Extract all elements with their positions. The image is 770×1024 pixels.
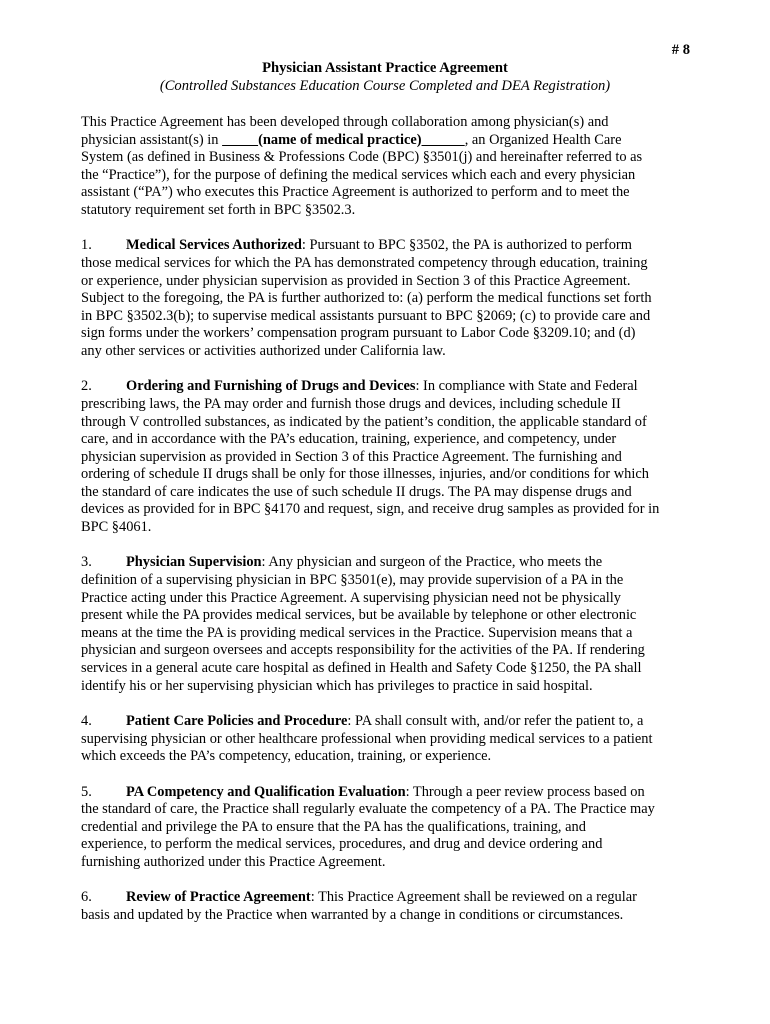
section-paragraph <box>81 554 693 695</box>
section-line: any other services or activities authorized under California law. <box>81 342 446 359</box>
section-heading: Ordering and Furnishing of Drugs and Devices <box>126 378 416 395</box>
section-line: through V controlled substances, as indicated by the patient’s condition, the applicable standard of <box>81 413 647 430</box>
section-line: devices as provided for in BPC §4170 and request, sign, and receive drug samples as provided for in <box>81 501 660 518</box>
section-first-line <box>81 713 693 731</box>
section-heading: Patient Care Policies and Procedure <box>126 713 348 729</box>
section-line: the standard of care, the Practice shall regularly evaluate the competency of a PA. The Practice may <box>81 801 655 818</box>
section-line: credential and privilege the PA to ensure that the PA has the qualifications, training, and <box>81 818 586 835</box>
section-number: 2. <box>81 378 92 395</box>
intro-line: the “Practice”), for the purpose of defining the medical services which each and every physician <box>81 166 636 183</box>
sections-list <box>81 237 693 924</box>
section-text: : This Practice Agreement shall be reviewed on a regular <box>310 889 637 906</box>
section-first-line <box>81 784 693 802</box>
section-paragraph <box>81 237 693 360</box>
section-line: or experience, under physician supervision as provided in Section 3 of this Practice Agreement. <box>81 272 631 289</box>
section-paragraph <box>81 889 693 924</box>
section-heading: Medical Services Authorized <box>126 237 302 254</box>
section-line: physician supervision as provided in Section 3 of this Practice Agreement. The furnishing and <box>81 448 622 465</box>
section-line: in BPC §3502.3(b); to supervise medical assistants pursuant to BPC §2069; (c) to provide care and <box>81 307 651 324</box>
section-line: furnishing authorized under this Practice Agreement. <box>81 853 386 870</box>
intro-paragraph <box>81 114 693 220</box>
section-line: the standard of care indicates the use of such schedule II drugs. The PA may dispense drugs and <box>81 483 632 500</box>
intro-text: physician assistant(s) in <box>81 131 223 148</box>
section-line: services in a general acute care hospital as defined in Health and Safety Code §1250, the PA shall <box>81 660 642 677</box>
section-first-line <box>81 378 693 396</box>
intro-text: , an Organized Health Care <box>464 131 622 148</box>
document-body <box>81 114 693 942</box>
section-number: 1. <box>81 237 92 254</box>
document-number: # 8 <box>671 42 690 58</box>
section-paragraph <box>81 378 693 536</box>
section-line: means at the time the PA is providing medical services in the Practice. Supervision means that a <box>81 624 633 641</box>
section-text: : Any physician and surgeon of the Practice, who meets the <box>261 554 603 571</box>
practice-name-blank <box>222 132 465 148</box>
section-text: : In compliance with State and Federal <box>415 378 638 395</box>
intro-line: System (as defined in Business & Professions Code (BPC) §3501(j) and hereinafter referred to as <box>81 149 643 166</box>
section-heading: Physician Supervision <box>126 554 262 571</box>
section-first-line <box>81 237 693 255</box>
section-heading: Review of Practice Agreement <box>126 889 311 906</box>
section-line: identify his or her supervising physician which has privileges to practice in said hospital. <box>81 677 593 694</box>
section-number: 4. <box>81 713 92 729</box>
section-line: which exceeds the PA’s competency, education, training, or experience. <box>81 748 492 765</box>
section-line: experience, to perform the medical services, procedures, and drug and device ordering and <box>81 836 603 853</box>
section-line: ordering of schedule II drugs shall be only for those illnesses, injuries, and/or conditions for which <box>81 466 649 483</box>
intro-line: statutory requirement set forth in BPC §3502.3. <box>81 201 356 218</box>
section-text: : Pursuant to BPC §3502, the PA is authorized to perform <box>301 237 632 254</box>
section-line: Practice acting under this Practice Agreement. A supervising physician need not be physically <box>81 589 621 606</box>
section-paragraph <box>81 784 693 872</box>
section-number: 5. <box>81 783 92 800</box>
intro-line <box>81 132 693 150</box>
section-line: basis and updated by the Practice when warranted by a change in conditions or circumstances. <box>81 906 624 923</box>
section-paragraph <box>81 713 693 766</box>
section-line: definition of a supervising physician in BPC §3501(e), may provide supervision of a PA in the <box>81 572 624 589</box>
section-text: : Through a peer review process based on <box>405 783 645 800</box>
intro-line: assistant (“PA”) who executes this Practice Agreement is authorized to perform and to meet the <box>81 184 630 201</box>
section-line: BPC §4061. <box>81 519 152 536</box>
section-line: supervising physician or other healthcare professional when providing medical services to a patient <box>81 730 653 747</box>
section-line: prescribing laws, the PA may order and furnish those drugs and devices, including schedule II <box>81 395 621 412</box>
section-line: present while the PA provides medical services, but be available by telephone or other electronic <box>81 607 637 624</box>
section-heading: PA Competency and Qualification Evaluation <box>126 783 406 800</box>
document-title: Physician Assistant Practice Agreement <box>262 60 508 76</box>
section-line: care, and in accordance with the PA’s education, training, experience, and competency, under <box>81 431 617 448</box>
section-text: : PA shall consult with, and/or refer the patient to, a <box>347 713 644 729</box>
section-line: those medical services for which the PA has demonstrated competency through education, training <box>81 254 648 271</box>
document-subtitle: (Controlled Substances Education Course Completed and DEA Registration) <box>159 78 611 94</box>
section-first-line <box>81 889 693 907</box>
practice-name-label: (name of medical practice) <box>258 131 422 148</box>
intro-line: This Practice Agreement has been developed through collaboration among physician(s) and <box>81 114 609 130</box>
section-number: 6. <box>81 889 92 906</box>
section-number: 3. <box>81 554 92 571</box>
section-line: sign forms under the workers’ compensation program pursuant to Labor Code §3209.10; and (d) <box>81 325 636 342</box>
section-line: Subject to the foregoing, the PA is further authorized to: (a) perform the medical functions set forth <box>81 290 652 307</box>
section-first-line <box>81 554 693 572</box>
section-line: physician and surgeon oversees and accepts responsibility for the activities of the PA. If rendering <box>81 642 645 659</box>
